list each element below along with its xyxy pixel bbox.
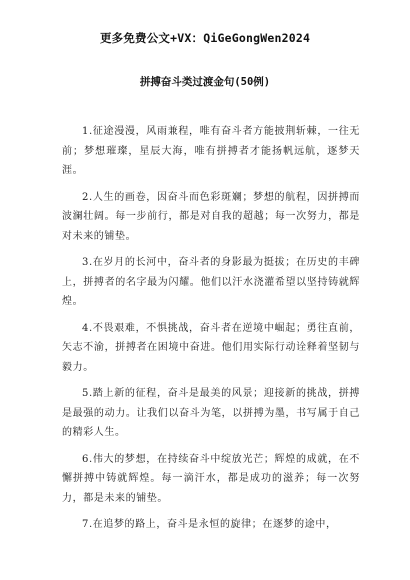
paragraph: 4.不畏艰难，不惧挑战，奋斗者在逆境中崛起；勇往直前，矢志不渝，拼搏者在困境中奋进。他们用实际行动诠释着坚韧与毅力。 bbox=[62, 322, 360, 373]
paragraph: 7.在追梦的路上，奋斗是永恒的旋律；在逐梦的途中， bbox=[82, 519, 337, 530]
paragraph: 1.征途漫漫，风雨兼程，唯有奋斗者方能披荆斩棘，一往无前；梦想璀璨，星辰大海，唯有拼搏者才能扬帆远航，逐梦天涯。 bbox=[62, 126, 360, 176]
promo-header: 更多免费公文+VX：QiGeGongWen2024 bbox=[99, 31, 311, 45]
document-body bbox=[62, 122, 360, 542]
document-title: 拼搏奋斗类过渡金句(50例) bbox=[139, 76, 271, 88]
paragraph: 6.伟大的梦想，在持续奋斗中绽放光芒；辉煌的成就，在不懈拼搏中铸就辉煌。每一滴汗水，都是成功的滋养；每一次努力，都是未来的铺垫。 bbox=[62, 453, 360, 504]
paragraph: 2.人生的画卷，因奋斗而色彩斑斓；梦想的航程，因拼搏而波澜壮阔。每一步前行，都是对自我的超越；每一次努力，都是对未来的铺垫。 bbox=[62, 191, 360, 242]
paragraph: 5.踏上新的征程，奋斗是最美的风景；迎接新的挑战，拼搏是最强的动力。让我们以奋斗为笔，以拼搏为墨，书写属于自己的精彩人生。 bbox=[62, 388, 360, 438]
paragraph: 3.在岁月的长河中，奋斗者的身影最为挺拔；在历史的丰碑上，拼搏者的名字最为闪耀。他们以汗水浇灌希望以坚持铸就辉煌。 bbox=[62, 257, 360, 307]
